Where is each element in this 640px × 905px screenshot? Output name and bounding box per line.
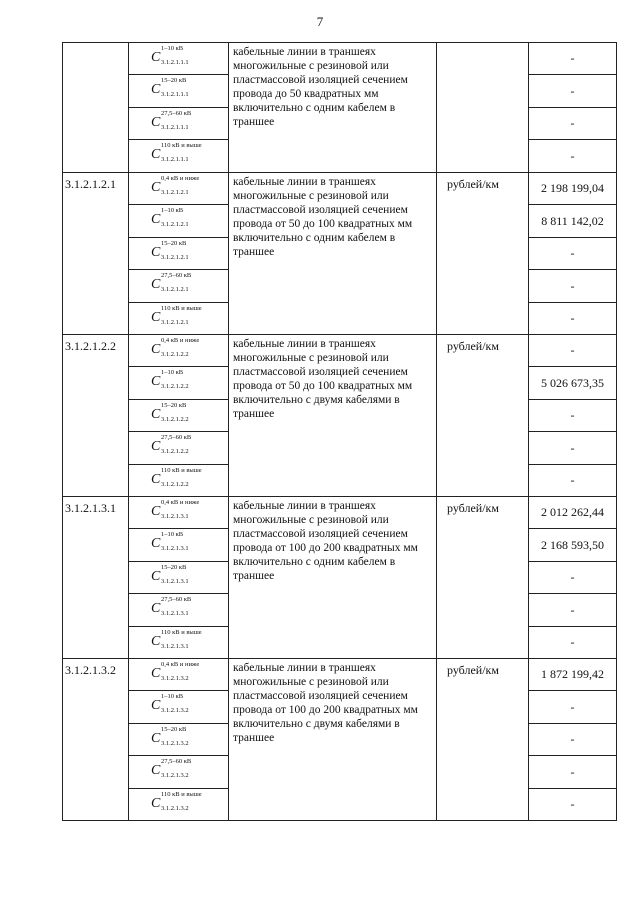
- rate-symbol-letter: C: [151, 504, 161, 519]
- item-code: 3.1.2.1.2.1: [63, 173, 129, 335]
- rate-value: 1 872 199,42: [529, 659, 617, 691]
- rate-value: -: [529, 562, 617, 594]
- rate-symbol-cell: [129, 756, 229, 789]
- rate-symbol-cell: [129, 789, 229, 821]
- rate-symbol-cell: [129, 594, 229, 627]
- voltage-superscript: 27,5–60 кВ: [161, 110, 192, 117]
- rate-symbol-cell: [129, 465, 229, 497]
- rate-symbol-cell: [129, 529, 229, 562]
- rate-symbol: [151, 661, 200, 682]
- rate-value: -: [529, 756, 617, 789]
- rate-symbol-cell: [129, 205, 229, 238]
- index-subscript: 3.1.2.1.2.2: [161, 383, 189, 390]
- rate-value: -: [529, 238, 617, 270]
- voltage-superscript: 15–20 кВ: [161, 77, 187, 84]
- index-subscript: 3.1.2.1.2.1: [161, 189, 189, 196]
- voltage-superscript: 1–10 кВ: [161, 693, 184, 700]
- rate-value: 2 198 199,04: [529, 173, 617, 205]
- voltage-superscript: 15–20 кВ: [161, 402, 187, 409]
- index-subscript: 3.1.2.1.2.1: [161, 286, 189, 293]
- rate-symbol: [151, 77, 189, 98]
- rate-symbol-letter: C: [151, 634, 161, 649]
- rate-value: -: [529, 594, 617, 627]
- rate-value: -: [529, 43, 617, 75]
- rate-symbol-cell: [129, 75, 229, 108]
- voltage-superscript: 27,5–60 кВ: [161, 272, 192, 279]
- index-subscript: 3.1.2.1.3.2: [161, 805, 189, 812]
- rate-symbol-letter: C: [151, 698, 161, 713]
- rate-symbol-letter: C: [151, 374, 161, 389]
- voltage-superscript: 0,4 кВ и ниже: [161, 337, 200, 344]
- rate-symbol: [151, 207, 189, 228]
- rate-symbol-letter: C: [151, 180, 161, 195]
- rate-symbol-cell: [129, 562, 229, 594]
- rate-symbol-cell: [129, 270, 229, 303]
- table-row: [63, 659, 617, 691]
- voltage-superscript: 1–10 кВ: [161, 45, 184, 52]
- index-subscript: 3.1.2.1.3.1: [161, 513, 189, 520]
- rate-value: -: [529, 75, 617, 108]
- rate-value: -: [529, 465, 617, 497]
- rate-symbol: [151, 629, 202, 650]
- item-code: [63, 43, 129, 173]
- rate-symbol: [151, 305, 202, 326]
- rate-value: -: [529, 789, 617, 821]
- page-number: 7: [316, 14, 324, 29]
- rate-value: -: [529, 691, 617, 724]
- unit-of-measure: [437, 43, 529, 173]
- table-row: [63, 335, 617, 367]
- unit-of-measure: рублей/км: [437, 497, 529, 659]
- rate-symbol-letter: C: [151, 472, 161, 487]
- rate-symbol: [151, 369, 189, 390]
- rate-symbol: [151, 337, 200, 358]
- rate-symbol: [151, 531, 189, 552]
- voltage-superscript: 15–20 кВ: [161, 240, 187, 247]
- rate-symbol: [151, 402, 189, 423]
- rate-symbol: [151, 272, 192, 293]
- item-code: 3.1.2.1.2.2: [63, 335, 129, 497]
- index-subscript: 3.1.2.1.3.2: [161, 772, 189, 779]
- rate-value: 2 012 262,44: [529, 497, 617, 529]
- table-row: [63, 497, 617, 529]
- rate-symbol-cell: [129, 367, 229, 400]
- rate-symbol: [151, 110, 192, 131]
- rate-symbol-cell: [129, 627, 229, 659]
- rate-symbol-cell: [129, 659, 229, 691]
- index-subscript: 3.1.2.1.2.2: [161, 481, 189, 488]
- voltage-superscript: 15–20 кВ: [161, 564, 187, 571]
- item-description: кабельные линии в траншеях многожильные с резиновой или пластмассовой изоляцией сечением провода от 50 до 100 квадратных мм включительно с одним кабелем в траншее: [229, 173, 437, 335]
- voltage-superscript: 0,4 кВ и ниже: [161, 499, 200, 506]
- voltage-superscript: 110 кВ и выше: [161, 629, 202, 636]
- rate-symbol-cell: [129, 303, 229, 335]
- voltage-superscript: 1–10 кВ: [161, 207, 184, 214]
- rate-symbol-cell: [129, 400, 229, 432]
- item-description: кабельные линии в траншеях многожильные с резиновой или пластмассовой изоляцией сечением провода от 100 до 200 квадратных мм включительно с двумя кабелями в траншее: [229, 659, 437, 821]
- voltage-superscript: 27,5–60 кВ: [161, 758, 192, 765]
- item-description: кабельные линии в траншеях многожильные с резиновой или пластмассовой изоляцией сечением провода от 100 до 200 квадратных мм включительно с одним кабелем в траншее: [229, 497, 437, 659]
- voltage-superscript: 27,5–60 кВ: [161, 596, 192, 603]
- rate-value: -: [529, 724, 617, 756]
- rate-symbol-cell: [129, 497, 229, 529]
- index-subscript: 3.1.2.1.3.1: [161, 545, 189, 552]
- rate-symbol-cell: [129, 724, 229, 756]
- rate-symbol: [151, 45, 189, 66]
- index-subscript: 3.1.2.1.3.1: [161, 610, 189, 617]
- rate-symbol-cell: [129, 335, 229, 367]
- rates-table-body: [63, 43, 617, 821]
- index-subscript: 3.1.2.1.2.2: [161, 448, 189, 455]
- rate-symbol-cell: [129, 108, 229, 140]
- rate-symbol: [151, 791, 202, 812]
- index-subscript: 3.1.2.1.3.2: [161, 675, 189, 682]
- index-subscript: 3.1.2.1.3.2: [161, 740, 189, 747]
- rate-value: 5 026 673,35: [529, 367, 617, 400]
- rate-symbol-cell: [129, 173, 229, 205]
- rate-symbol-letter: C: [151, 601, 161, 616]
- rate-symbol-cell: [129, 432, 229, 465]
- rate-symbol-letter: C: [151, 82, 161, 97]
- rate-symbol: [151, 434, 192, 455]
- index-subscript: 3.1.2.1.3.2: [161, 707, 189, 714]
- rates-table: [62, 42, 617, 821]
- rate-symbol: [151, 467, 202, 488]
- item-description: кабельные линии в траншеях многожильные с резиновой или пластмассовой изоляцией сечением провода от 50 до 100 квадратных мм включительно с двумя кабелями в траншее: [229, 335, 437, 497]
- rate-symbol: [151, 240, 189, 261]
- rate-symbol: [151, 596, 192, 617]
- index-subscript: 3.1.2.1.3.1: [161, 578, 189, 585]
- rate-symbol-cell: [129, 140, 229, 173]
- rate-symbol-cell: [129, 691, 229, 724]
- rate-symbol-letter: C: [151, 50, 161, 65]
- rate-symbol-letter: C: [151, 407, 161, 422]
- rate-symbol-letter: C: [151, 731, 161, 746]
- voltage-superscript: 110 кВ и выше: [161, 305, 202, 312]
- rate-symbol-letter: C: [151, 569, 161, 584]
- item-description: кабельные линии в траншеях многожильные с резиновой или пластмассовой изоляцией сечением провода до 50 квадратных мм включительно с одним кабелем в траншее: [229, 43, 437, 173]
- rate-symbol-letter: C: [151, 310, 161, 325]
- index-subscript: 3.1.2.1.2.1: [161, 221, 189, 228]
- rate-symbol-letter: C: [151, 666, 161, 681]
- rate-symbol-letter: C: [151, 439, 161, 454]
- rate-value: -: [529, 140, 617, 173]
- rate-symbol-letter: C: [151, 342, 161, 357]
- index-subscript: 3.1.2.1.1.1: [161, 124, 189, 131]
- rate-symbol-letter: C: [151, 245, 161, 260]
- item-code: 3.1.2.1.3.2: [63, 659, 129, 821]
- rate-symbol-letter: C: [151, 796, 161, 811]
- rate-value: -: [529, 270, 617, 303]
- table-row: [63, 43, 617, 75]
- rate-symbol: [151, 564, 189, 585]
- rate-value: -: [529, 627, 617, 659]
- unit-of-measure: рублей/км: [437, 173, 529, 335]
- voltage-superscript: 15–20 кВ: [161, 726, 187, 733]
- index-subscript: 3.1.2.1.1.1: [161, 156, 189, 163]
- voltage-superscript: 27,5–60 кВ: [161, 434, 192, 441]
- rate-symbol: [151, 175, 200, 196]
- voltage-superscript: 1–10 кВ: [161, 531, 184, 538]
- rate-value: -: [529, 400, 617, 432]
- index-subscript: 3.1.2.1.3.1: [161, 643, 189, 650]
- rate-symbol-letter: C: [151, 115, 161, 130]
- index-subscript: 3.1.2.1.1.1: [161, 59, 189, 66]
- rate-symbol-letter: C: [151, 277, 161, 292]
- rate-symbol: [151, 142, 202, 163]
- rate-symbol: [151, 693, 189, 714]
- table-row: [63, 173, 617, 205]
- rate-symbol-letter: C: [151, 147, 161, 162]
- rate-value: 8 811 142,02: [529, 205, 617, 238]
- unit-of-measure: рублей/км: [437, 659, 529, 821]
- voltage-superscript: 0,4 кВ и ниже: [161, 661, 200, 668]
- index-subscript: 3.1.2.1.1.1: [161, 91, 189, 98]
- index-subscript: 3.1.2.1.2.2: [161, 351, 189, 358]
- unit-of-measure: рублей/км: [437, 335, 529, 497]
- rate-symbol: [151, 499, 200, 520]
- rate-symbol: [151, 758, 192, 779]
- voltage-superscript: 1–10 кВ: [161, 369, 184, 376]
- voltage-superscript: 110 кВ и выше: [161, 142, 202, 149]
- rate-symbol-letter: C: [151, 763, 161, 778]
- index-subscript: 3.1.2.1.2.2: [161, 416, 189, 423]
- item-code: 3.1.2.1.3.1: [63, 497, 129, 659]
- rate-value: -: [529, 303, 617, 335]
- index-subscript: 3.1.2.1.2.1: [161, 254, 189, 261]
- rate-value: -: [529, 108, 617, 140]
- voltage-superscript: 0,4 кВ и ниже: [161, 175, 200, 182]
- rate-symbol-cell: [129, 238, 229, 270]
- voltage-superscript: 110 кВ и выше: [161, 467, 202, 474]
- index-subscript: 3.1.2.1.2.1: [161, 319, 189, 326]
- rate-value: 2 168 593,50: [529, 529, 617, 562]
- rate-value: -: [529, 432, 617, 465]
- rate-value: -: [529, 335, 617, 367]
- voltage-superscript: 110 кВ и выше: [161, 791, 202, 798]
- rate-symbol: [151, 726, 189, 747]
- rate-symbol-letter: C: [151, 212, 161, 227]
- rate-symbol-letter: C: [151, 536, 161, 551]
- rate-symbol-cell: [129, 43, 229, 75]
